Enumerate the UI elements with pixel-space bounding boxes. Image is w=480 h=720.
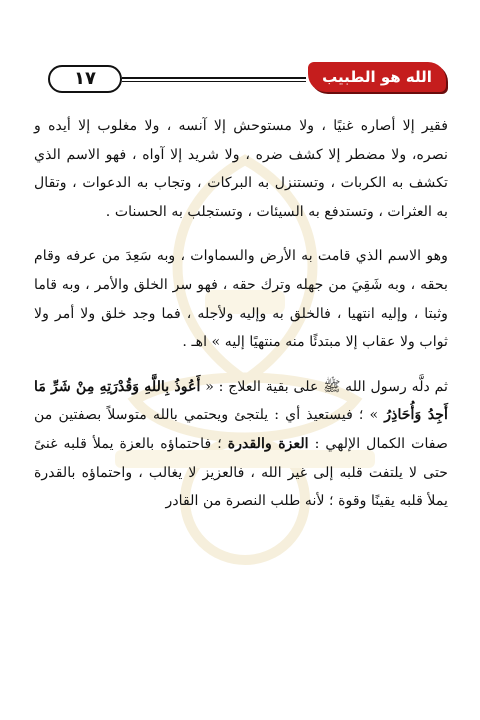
page-body [34, 112, 448, 516]
page-number: ١٧ [48, 65, 122, 93]
paragraph-3 [34, 373, 448, 516]
paragraph-1: فقير إلا أصاره غنيًا ، ولا مستوحش إلا آنسه ، ولا مغلوب إلا أيده و نصره، ولا مضطر إلا كشف ضره ، ولا شريد إلا آواه ، فهو الاسم الذي تكشف به الكربات ، وتستنزل به البركات ، وتجاب به الدعوات ، وتقال به العثرات ، وتستدفع به السيئات ، وتستجلب به الحسنات . [34, 118, 448, 220]
header-rule [122, 77, 306, 82]
paragraph-2: وهو الاسم الذي قامت به الأرض والسماوات ، وبه سَعِدَ من عرفه وقام بحقه ، وبه شَقِيَ من جهله وترك حقه ، فهو سر الخلق والأمر ، وبه قاما وثبتا ، وإليه انتهيا ، فالخلق به وإليه ولأجله ، فما وجد خلق ولا أمر ولا ثواب ولا عقاب إلا مبتدئًا منه منتهيًا إليه » اهـ . [34, 248, 448, 351]
chapter-title-badge: الله هو الطبيب [308, 62, 446, 92]
paragraph-3-middle: » ؛ فيستعيذ أي : يلتجئ ويحتمي بالله متوسلاً بصفتين من صفات الكمال الإلهي : [34, 407, 448, 452]
paragraph-3-intro: ثم دلَّه رسول الله ﷺ على بقية العلاج : « [200, 378, 448, 395]
page-header [26, 64, 456, 94]
supplication-quote: أَعُوذُ بِاللَّهِ وَقُدْرَتِهِ مِنْ شَرِّ مَا أَجِدُ وَأُحَاذِرُ [34, 378, 449, 424]
attributes-emphasis: العزة والقدرة [227, 435, 309, 452]
paragraph-3-end: ؛ فاحتماؤه بالعزة يملأ قلبه غنىً حتى لا يلتفت قلبه إلى غير الله ، فالعزيز لا يغالب ، واحتماؤه بالقدرة يملأ قلبه يقينًا وقوة ؛ لأنه طلب النصرة من القادر [34, 435, 448, 510]
